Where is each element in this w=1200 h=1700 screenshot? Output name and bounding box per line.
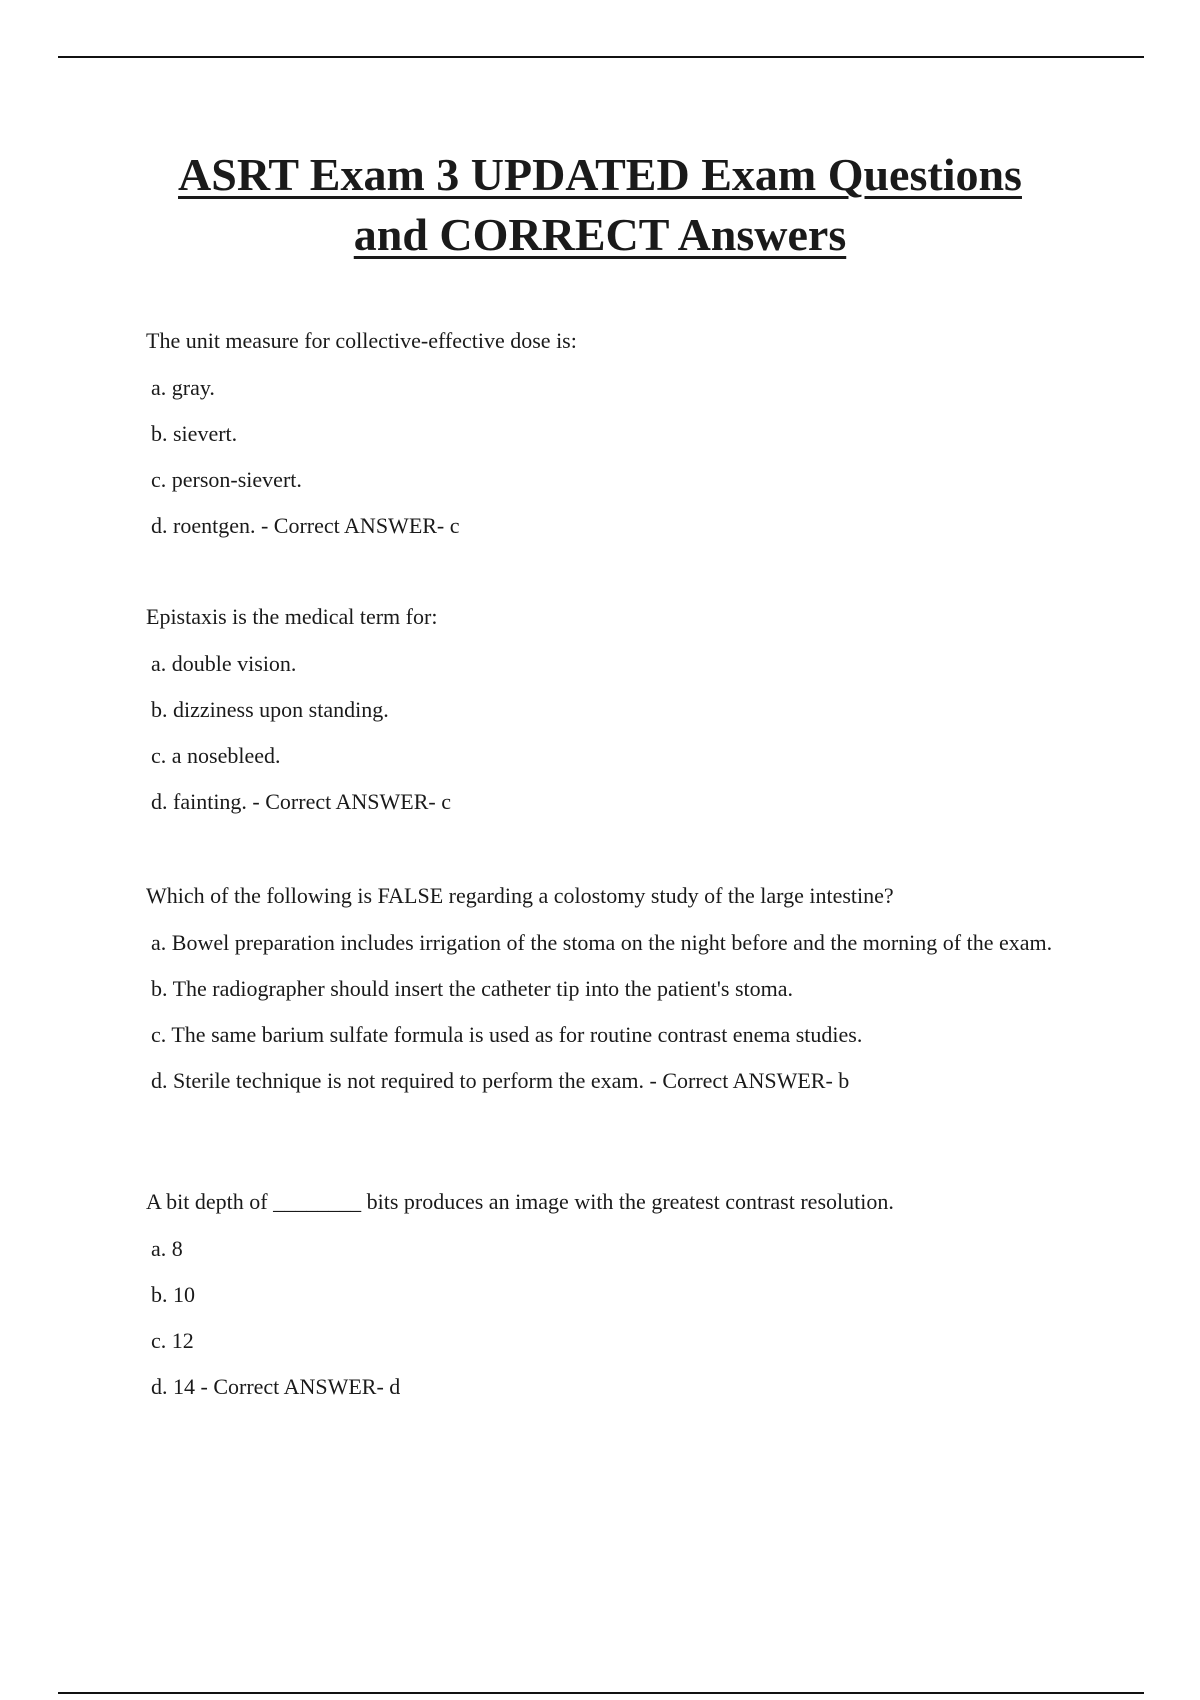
question-text: A bit depth of ________ bits produces an image with the greatest contrast resolution. xyxy=(146,1189,894,1214)
question-1 xyxy=(146,326,1086,557)
question-3 xyxy=(146,881,1086,1112)
question-text: Which of the following is FALSE regarding a colostomy study of the large intestine? xyxy=(146,883,894,908)
question-text: Epistaxis is the medical term for: xyxy=(146,604,438,629)
option-a: a. 8 xyxy=(151,1236,183,1261)
option-b: b. dizziness upon standing. xyxy=(151,697,389,722)
option-d-with-answer: d. roentgen. - Correct ANSWER- c xyxy=(151,513,460,538)
bottom-divider xyxy=(58,1692,1144,1694)
option-c: c. 12 xyxy=(151,1328,194,1353)
option-c: c. person-sievert. xyxy=(151,467,302,492)
option-b: b. 10 xyxy=(151,1282,195,1307)
option-a: a. gray. xyxy=(151,375,215,400)
option-d-with-answer: d. 14 - Correct ANSWER- d xyxy=(151,1374,401,1399)
question-text: The unit measure for collective-effective dose is: xyxy=(146,328,577,353)
option-d-with-answer: d. fainting. - Correct ANSWER- c xyxy=(151,789,451,814)
page-title xyxy=(80,145,1120,265)
question-4 xyxy=(146,1187,1086,1418)
option-b: b. The radiographer should insert the catheter tip into the patient's stoma. xyxy=(151,976,793,1001)
title-line-1: ASRT Exam 3 UPDATED Exam Questions xyxy=(178,149,1022,200)
title-line-2: and CORRECT Answers xyxy=(353,209,847,260)
top-divider xyxy=(58,56,1144,58)
question-2 xyxy=(146,602,1086,833)
option-c: c. a nosebleed. xyxy=(151,743,281,768)
option-d-with-answer: d. Sterile technique is not required to perform the exam. - Correct ANSWER- b xyxy=(151,1068,850,1093)
option-b: b. sievert. xyxy=(151,421,238,446)
option-c: c. The same barium sulfate formula is used as for routine contrast enema studies. xyxy=(151,1022,863,1047)
option-a: a. double vision. xyxy=(151,651,297,676)
option-a: a. Bowel preparation includes irrigation of the stoma on the night before and the morning of the exam. xyxy=(151,930,1053,955)
